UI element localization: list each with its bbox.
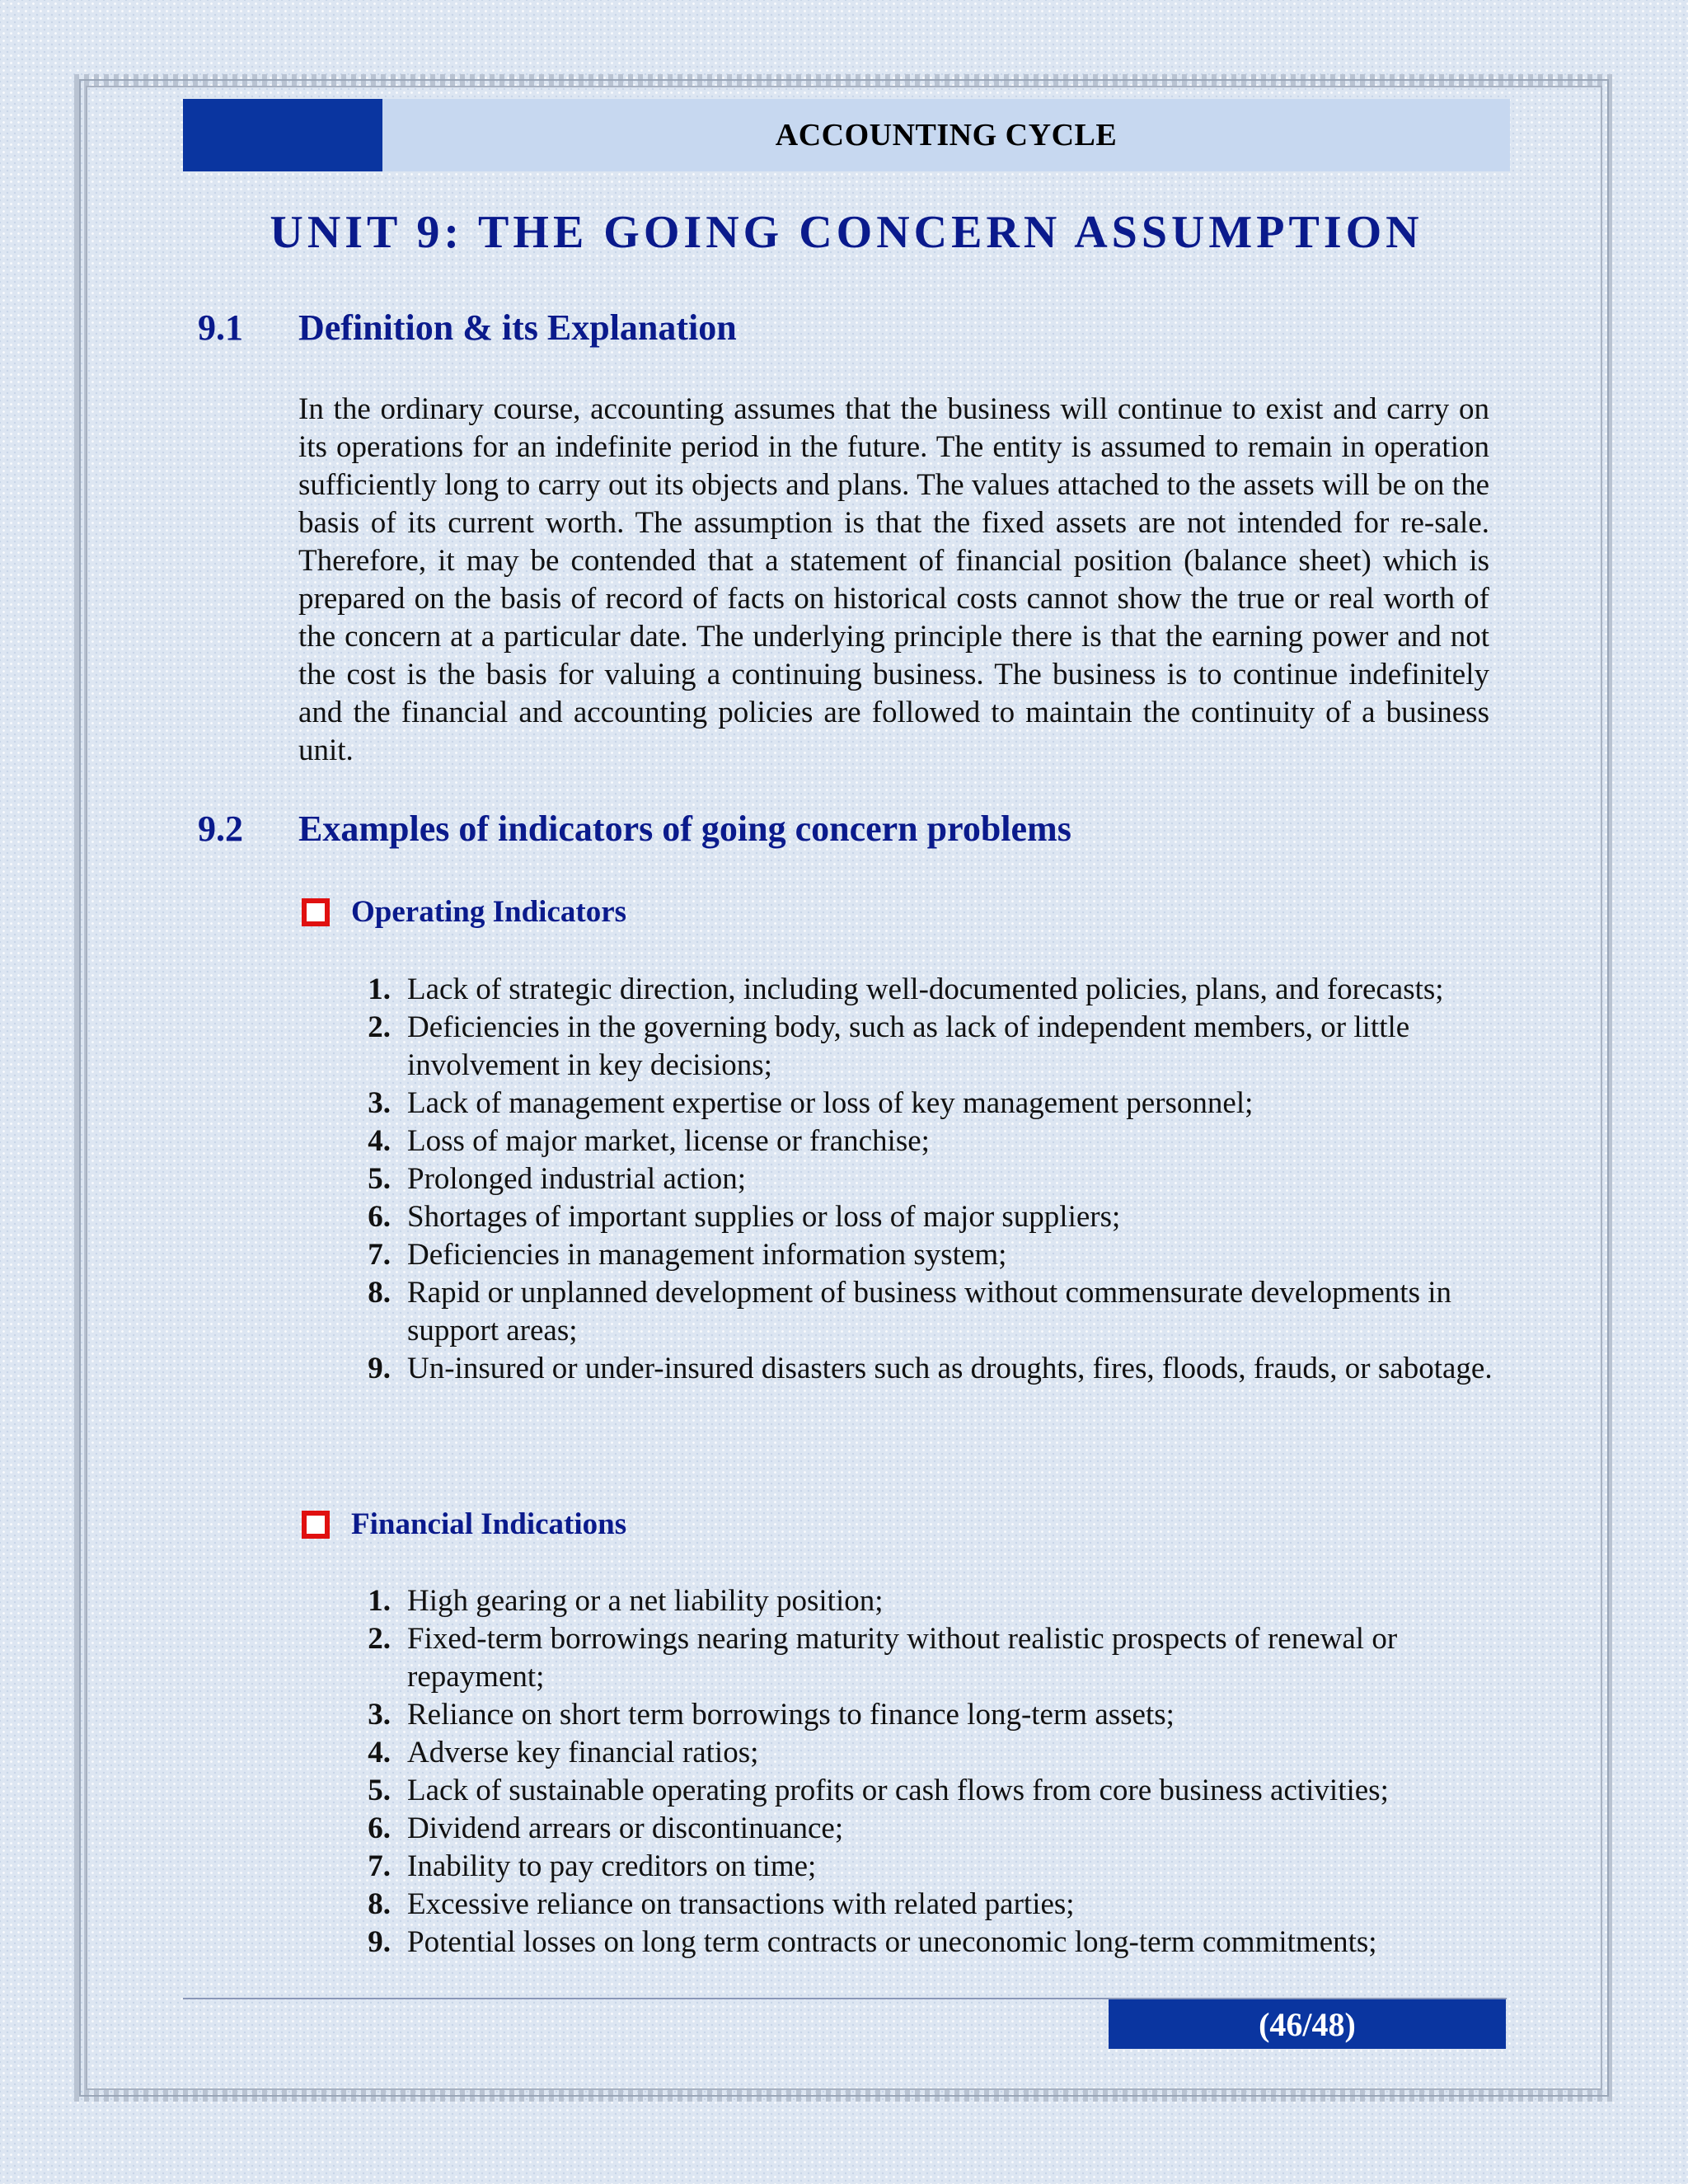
- operating-indicators-heading: [302, 894, 626, 930]
- list-item-text: Deficiencies in the governing body, such as lack of independent members, or little involvement in key decisions;: [407, 1010, 1410, 1082]
- financial-indications-list: [346, 1582, 1500, 1961]
- section-number: 9.2: [198, 808, 243, 849]
- list-item-number: 8.: [368, 1276, 391, 1310]
- list-item-text: Deficiencies in management information system;: [407, 1238, 1007, 1272]
- definition-paragraph: In the ordinary course, accounting assumes that the business will continue to exist and carry on its operations for an indefinite period in the future. The entity is assumed to remain in operation sufficiently long to carry out its objects and plans. The values attached to the assets will be on the basis of its current worth. The assumption is that the fixed assets are not intended for re-sale. Therefore, it may be contended that a statement of financial position (balance sheet) which is prepared on the basis of record of facts on historical costs cannot show the true or real worth of the concern at a particular date. The underlying principle there is that the earning power and not the cost is the basis for valuing a continuing business. The business is to continue indefinitely and the financial and accounting policies are followed to maintain the continuity of a business unit.: [298, 392, 1489, 767]
- list-item-text: Lack of management expertise or loss of key management personnel;: [407, 1086, 1254, 1120]
- list-item: [346, 1696, 1500, 1734]
- financial-indications-heading: [302, 1507, 626, 1542]
- list-item-number: 7.: [368, 1238, 391, 1272]
- list-item: [346, 1236, 1500, 1274]
- unit-title: UNIT 9: THE GOING CONCERN ASSUMPTION: [270, 207, 1423, 258]
- list-item-text: Adverse key financial ratios;: [407, 1736, 759, 1769]
- section-number: 9.1: [198, 307, 243, 348]
- list-item: [346, 1122, 1500, 1160]
- list-item: [346, 1160, 1500, 1198]
- section-heading-9-2: [198, 808, 1071, 850]
- list-item: [346, 1620, 1500, 1696]
- header-title: ACCOUNTING CYCLE: [775, 118, 1118, 152]
- operating-indicators-list: [346, 971, 1500, 1388]
- list-item-number: 3.: [368, 1698, 391, 1732]
- list-item: [346, 1924, 1500, 1961]
- list-item-number: 6.: [368, 1811, 391, 1845]
- list-item-number: 5.: [368, 1774, 391, 1807]
- list-item-number: 5.: [368, 1162, 391, 1196]
- list-item-number: 7.: [368, 1849, 391, 1883]
- section-title: Examples of indicators of going concern problems: [298, 808, 1071, 849]
- list-item: [346, 1274, 1500, 1350]
- list-item: [346, 1582, 1500, 1620]
- list-item: [346, 1848, 1500, 1886]
- list-item-text: Shortages of important supplies or loss of major suppliers;: [407, 1200, 1121, 1234]
- checkbox-bullet-icon: [302, 898, 330, 926]
- list-item-number: 4.: [368, 1736, 391, 1769]
- list-item-text: Rapid or unplanned development of business without commensurate developments in support areas;: [407, 1276, 1451, 1347]
- list-item-number: 4.: [368, 1124, 391, 1158]
- list-item-number: 9.: [368, 1352, 391, 1385]
- section-title: Definition & its Explanation: [298, 307, 737, 348]
- list-item-text: Lack of sustainable operating profits or cash flows from core business activities;: [407, 1774, 1389, 1807]
- list-item-number: 9.: [368, 1925, 391, 1959]
- list-item-text: Excessive reliance on transactions with related parties;: [407, 1887, 1075, 1921]
- checkbox-bullet-icon: [302, 1511, 330, 1539]
- list-item-text: Dividend arrears or discontinuance;: [407, 1811, 844, 1845]
- list-item-text: High gearing or a net liability position;: [407, 1584, 884, 1618]
- list-item: [346, 1198, 1500, 1236]
- list-item-text: Prolonged industrial action;: [407, 1162, 747, 1196]
- list-item: [346, 1009, 1500, 1085]
- section-heading-9-1: [198, 307, 737, 349]
- list-item-number: 6.: [368, 1200, 391, 1234]
- list-item: [346, 1886, 1500, 1924]
- list-item: [346, 1085, 1500, 1122]
- list-item-text: Lack of strategic direction, including well-documented policies, plans, and forecasts;: [407, 972, 1444, 1006]
- list-item: [346, 1734, 1500, 1772]
- list-item-text: Potential losses on long term contracts or uneconomic long-term commitments;: [407, 1925, 1377, 1959]
- list-item-number: 1.: [368, 1584, 391, 1618]
- list-item-number: 1.: [368, 972, 391, 1006]
- list-item-number: 2.: [368, 1010, 391, 1044]
- list-item-text: Inability to pay creditors on time;: [407, 1849, 817, 1883]
- list-item-number: 8.: [368, 1887, 391, 1921]
- list-item: [346, 1772, 1500, 1810]
- subhead-title: Financial Indications: [351, 1507, 627, 1541]
- list-item: [346, 1350, 1500, 1388]
- list-item: [346, 1810, 1500, 1848]
- header-band: [183, 99, 1510, 171]
- list-item-text: Un-insured or under-insured disasters such as droughts, fires, floods, frauds, or sabotage.: [407, 1352, 1493, 1385]
- list-item-number: 3.: [368, 1086, 391, 1120]
- list-item-text: Reliance on short term borrowings to finance long-term assets;: [407, 1698, 1175, 1732]
- list-item: [346, 971, 1500, 1009]
- subhead-title: Operating Indicators: [351, 895, 627, 929]
- header-accent-block: [183, 99, 382, 171]
- page-number-badge: (46/48): [1109, 1999, 1506, 2049]
- list-item-text: Loss of major market, license or franchise;: [407, 1124, 930, 1158]
- list-item-number: 2.: [368, 1622, 391, 1656]
- list-item-text: Fixed-term borrowings nearing maturity without realistic prospects of renewal or repayment;: [407, 1622, 1398, 1694]
